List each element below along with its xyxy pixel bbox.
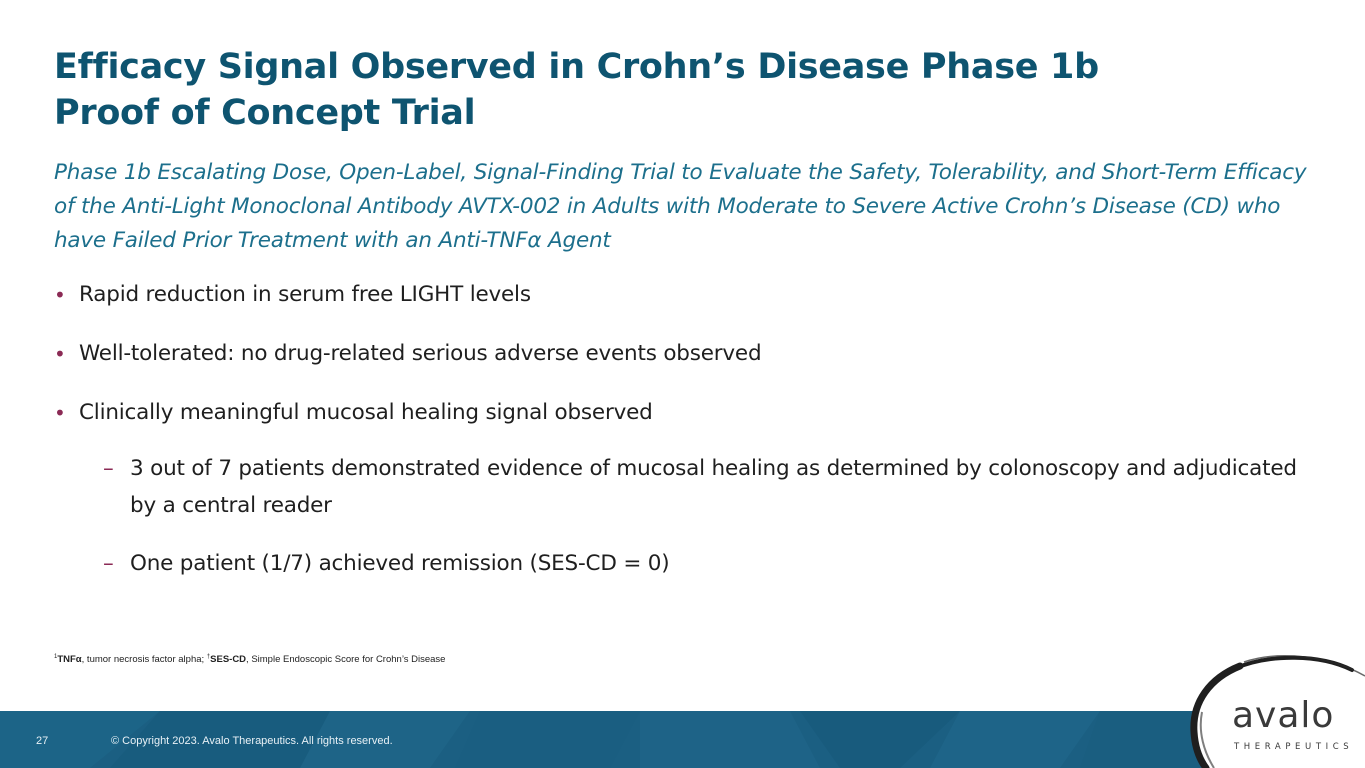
logo-tagline: THERAPEUTICS <box>1234 742 1354 752</box>
bullet-item-well-tolerated <box>54 337 1314 371</box>
sub-bullet-text: 3 out of 7 patients demonstrated evidence of mucosal healing as determined by colonoscopy and adjudicated by a central reader <box>130 456 1297 518</box>
bullet-marker: • <box>54 283 66 307</box>
bullet-marker: • <box>54 342 66 366</box>
bullet-text: Clinically meaningful mucosal healing signal observed <box>79 400 653 425</box>
copyright-notice: © Copyright 2023. Avalo Therapeutics. All rights reserved. <box>111 735 393 747</box>
footnote-def-tnfa: , tumor necrosis factor alpha; <box>81 654 207 666</box>
avalo-logo <box>1180 652 1365 768</box>
sub-bullet-marker: – <box>103 551 114 576</box>
slide-title-line-1: Efficacy Signal Observed in Crohn’s Disease Phase 1b <box>54 47 1099 87</box>
slide-title <box>54 44 1254 136</box>
footnote-mark-1: 1 <box>54 654 58 660</box>
footnote-def-ses-cd: , Simple Endoscopic Score for Crohn’s Disease <box>246 654 446 666</box>
sub-bullet-item-colonoscopy <box>54 450 1314 524</box>
bullet-list <box>54 278 1314 603</box>
bullet-marker: • <box>54 401 66 425</box>
bullet-text: Rapid reduction in serum free LIGHT levels <box>79 282 531 307</box>
footnote <box>54 654 445 665</box>
slide-subtitle: Phase 1b Escalating Dose, Open-Label, Signal-Finding Trial to Evaluate the Safety, Tolerability, and Short-Term Efficacy of the Anti-Light Monoclonal Antibody AVTX-002 in Adults with Moderate to Severe Active Crohn’s Disease (CD) who have Failed Prior Treatment with an Anti-TNFα Agent <box>54 160 1307 253</box>
page-number: 27 <box>36 735 49 747</box>
sub-bullet-text: One patient (1/7) achieved remission (SES-CD = 0) <box>130 551 670 576</box>
bullet-item-serum-light <box>54 278 1314 312</box>
bullet-item-mucosal-healing <box>54 396 1314 430</box>
sub-bullet-item-remission <box>54 545 1314 582</box>
footnote-term-ses-cd: SES-CD <box>210 654 247 666</box>
footnote-mark-2: † <box>206 654 211 660</box>
logo-wordmark: avalo <box>1232 695 1335 736</box>
slide-title-line-2: Proof of Concept Trial <box>54 93 476 133</box>
footnote-term-tnfa: TNFα <box>57 654 82 666</box>
sub-bullet-marker: – <box>103 456 114 481</box>
bullet-text: Well-tolerated: no drug-related serious adverse events observed <box>79 341 762 366</box>
